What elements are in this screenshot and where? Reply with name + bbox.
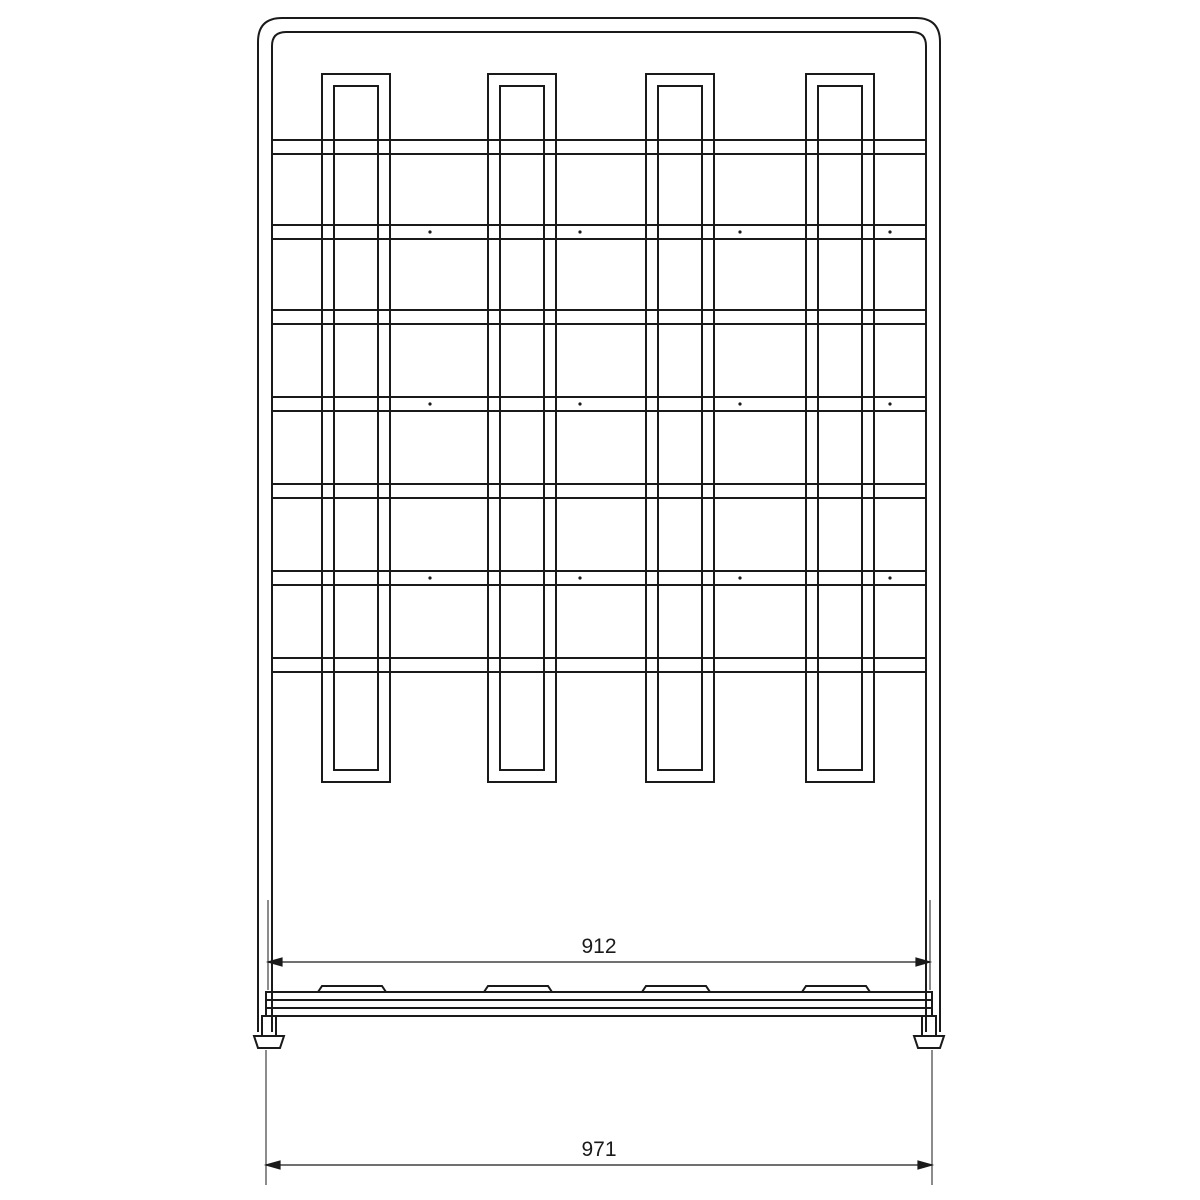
frame-outline-outer bbox=[258, 18, 940, 1032]
shelf-1 bbox=[272, 140, 926, 154]
shelf-2 bbox=[272, 225, 926, 239]
shelf-center-marks bbox=[428, 230, 891, 579]
frame-outline-inner bbox=[272, 32, 926, 1032]
shelf-4 bbox=[272, 397, 926, 411]
shelf-6 bbox=[272, 571, 926, 585]
column-2 bbox=[488, 74, 556, 782]
column-4 bbox=[806, 74, 874, 782]
base-rail bbox=[266, 992, 932, 1016]
shelf-5 bbox=[272, 484, 926, 498]
rack-frame bbox=[258, 18, 940, 1032]
dimension-overall-width-label: 971 bbox=[581, 1138, 617, 1161]
dimension-overall-width bbox=[266, 1050, 932, 1185]
shelf-rows bbox=[272, 140, 926, 672]
base-assembly bbox=[254, 986, 944, 1048]
dimension-inner-width-label: 912 bbox=[581, 935, 617, 958]
vertical-columns bbox=[322, 74, 874, 782]
column-3 bbox=[646, 74, 714, 782]
shelf-7 bbox=[272, 658, 926, 672]
shelf-3 bbox=[272, 310, 926, 324]
column-1 bbox=[322, 74, 390, 782]
